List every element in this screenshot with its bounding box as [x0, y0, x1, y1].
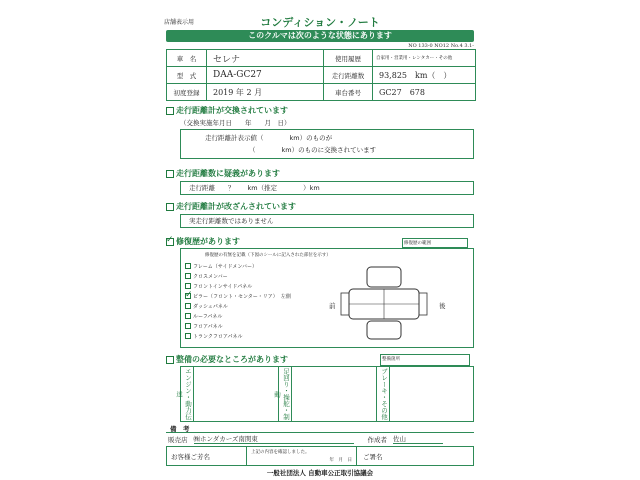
repair-item	[185, 271, 315, 281]
author-label: 作成者	[367, 435, 387, 444]
col-engine-body	[194, 367, 279, 421]
document-title: コンディション・ノート	[260, 16, 380, 29]
banner-text: このクルマは次のような状態にあります	[248, 31, 392, 40]
chassis-value: GC27 678	[379, 87, 425, 97]
dealer-label: 販売店	[168, 435, 188, 444]
name-label: 車 名	[167, 50, 207, 66]
car-diagram	[339, 263, 429, 343]
remarks-label: 備 考	[170, 425, 190, 433]
section-repair-history	[166, 236, 474, 348]
condition-note-document	[160, 10, 480, 477]
usage-label: 使用履歴	[323, 50, 373, 66]
replace-line-2: （ km）のものに交換されています	[249, 146, 377, 154]
confirm-text: 上記の内容を確認しました。	[251, 450, 310, 455]
vehicle-info-table	[166, 49, 476, 101]
section-title: 走行距離計が改ざんされています	[176, 202, 296, 211]
repair-item-checkbox[interactable]	[185, 273, 191, 279]
repair-item-checkbox[interactable]	[185, 283, 191, 289]
mileage-doubt-checkbox[interactable]	[166, 170, 174, 178]
rear-label: 後	[439, 302, 446, 310]
repair-item-checkbox[interactable]	[185, 293, 191, 299]
name-value: セレナ	[213, 54, 241, 65]
dealer-value: ㈱ホンダカーズ南関東	[194, 434, 354, 444]
usage-value: 自家用・営業用・レンタカー・その他	[376, 56, 453, 61]
repair-item-label: フロアパネル	[193, 323, 223, 330]
repair-item-checkbox[interactable]	[185, 333, 191, 339]
section-odometer-tampered	[166, 201, 474, 231]
title-banner	[166, 30, 474, 42]
maintenance-table	[175, 366, 474, 422]
col-chassis: 足回り・操舵・制動	[273, 368, 290, 420]
mileage-label: 走行距離数	[323, 67, 373, 83]
repair-item	[185, 331, 315, 341]
repair-item-checkbox[interactable]	[185, 313, 191, 319]
repair-note: 修復歴の有無を記載（下図のシールに記入された部位を示す）	[205, 253, 331, 258]
repair-item-handwritten-mark: 左側	[280, 293, 291, 300]
odometer-replaced-checkbox[interactable]	[166, 107, 174, 115]
mileage-doubt-line: 走行距離 ？ km（推定 ）km	[180, 181, 474, 195]
org-name: 一般社団法人 自動車公正取引協議会	[266, 469, 374, 477]
store-label: 店舗表示用	[164, 19, 195, 26]
repair-history-checkbox[interactable]	[166, 238, 174, 246]
repair-item-label: トランクフロアパネル	[193, 333, 243, 340]
section-title: 整備の必要なところがあります	[176, 355, 288, 364]
col-engine: エンジン・動力伝達	[175, 368, 192, 420]
repair-item	[185, 291, 315, 301]
replace-line-1: 走行距離計表示値（ km）のものが	[205, 134, 333, 142]
chassis-label: 車台番号	[323, 84, 373, 100]
odometer-tampered-checkbox[interactable]	[166, 203, 174, 211]
repair-item	[185, 301, 315, 311]
repair-item	[185, 311, 315, 321]
section-title: 走行距離数に疑義があります	[176, 169, 280, 178]
repair-item	[185, 261, 315, 271]
model-value: DAA-GC27	[213, 70, 262, 80]
section-maintenance	[166, 354, 474, 424]
tampered-line: 実走行距離数ではありません	[180, 214, 474, 228]
repair-item-label: フレーム（サイドメンバー）	[193, 263, 258, 270]
maintenance-side-note: 整備箇所	[380, 354, 470, 366]
repair-item-checkbox[interactable]	[185, 263, 191, 269]
section-odometer-replaced	[166, 105, 474, 165]
ref-no: NO 133-0 NO12 No.4 3.1-	[408, 43, 474, 49]
repair-item	[185, 321, 315, 331]
repair-item-label: ピラー（フロント・センター・リア）	[193, 293, 278, 300]
repair-item-label: ダッシュパネル	[193, 303, 228, 310]
repair-item-checkbox[interactable]	[185, 323, 191, 329]
replace-date: （交換実施年月日 年 月 日）	[180, 119, 291, 127]
customer-label: お客様ご芳名	[167, 447, 247, 465]
repair-item	[185, 281, 315, 291]
customer-confirm-block	[247, 447, 357, 465]
col-chassis-body	[292, 367, 377, 421]
col-brake-body	[390, 367, 473, 421]
confirm-date: 年 月 日	[329, 458, 352, 463]
repair-item-label: ルーフパネル	[193, 313, 223, 320]
signature-label: ご署名	[363, 452, 383, 461]
author-value: 佐山	[393, 434, 443, 444]
model-label: 型 式	[167, 67, 207, 83]
repair-side-note: 修復歴の範囲	[402, 238, 468, 248]
mileage-value: 93,825 km（ ）	[379, 70, 452, 80]
repair-item-checkbox[interactable]	[185, 303, 191, 309]
front-label: 前	[329, 302, 336, 310]
first-reg-label: 初度登録	[167, 84, 207, 100]
repair-item-label: クロスメンバー	[193, 273, 228, 280]
col-brake: ブレーキ・その他	[377, 367, 390, 421]
maintenance-checkbox[interactable]	[166, 356, 174, 364]
repair-item-label: フロントインサイドパネル	[193, 283, 253, 290]
section-mileage-doubt	[166, 168, 474, 198]
section-title: 修復歴があります	[176, 237, 240, 246]
section-title: 走行距離計が交換されています	[176, 106, 288, 115]
first-reg-value: 2019 年 2 月	[213, 87, 263, 97]
